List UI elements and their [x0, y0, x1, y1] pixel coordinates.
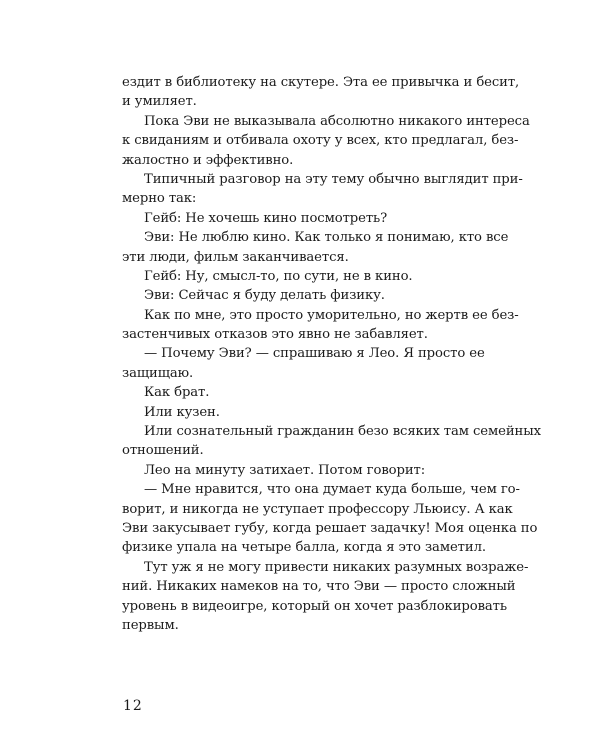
- page-number: 12: [123, 698, 143, 714]
- text-line: Эви: Не люблю кино. Как только я понимаю, кто все: [144, 230, 509, 246]
- text-line: ворит, и никогда не уступает профессору Льюису. А как: [122, 501, 513, 517]
- text-line: Как по мне, это просто уморительно, но жертв ее без-: [144, 307, 519, 323]
- text-line: Или сознательный гражданин безо всяких там семейных: [144, 424, 541, 440]
- text-line: и умиляет.: [122, 94, 197, 110]
- text-line: — Почему Эви? — спрашиваю я Лео. Я просто ее: [144, 346, 485, 362]
- text-line: Эви закусывает губу, когда решает задачку! Моя оценка по: [122, 520, 538, 536]
- text-line: Или кузен.: [144, 404, 220, 420]
- text-line: физике упала на четыре балла, когда я это заметил.: [122, 540, 486, 556]
- text-line: защищаю.: [122, 365, 194, 381]
- text-line: мерно так:: [122, 191, 197, 207]
- text-line: — Мне нравится, что она думает куда больше, чем го-: [144, 482, 520, 498]
- text-line: ний. Никаких намеков на то, что Эви — просто сложный: [122, 579, 516, 595]
- text-line: Типичный разговор на эту тему обычно выглядит при-: [144, 171, 523, 187]
- text-line: Тут уж я не могу привести никаких разумных возраже-: [144, 559, 529, 575]
- text-line: Как брат.: [144, 385, 210, 401]
- text-line: уровень в видеоигре, который он хочет разблокировать: [122, 598, 507, 614]
- text-line: к свиданиям и отбивала охоту у всех, кто предлагал, без-: [122, 133, 519, 149]
- text-line: Гейб: Ну, смысл-то, по сути, не в кино.: [144, 268, 413, 284]
- body-text: [122, 73, 541, 635]
- text-line: эти люди, фильм заканчивается.: [122, 249, 349, 265]
- text-line: жалостно и эффективно.: [122, 152, 294, 168]
- text-line: Лео на минуту затихает. Потом говорит:: [144, 462, 426, 478]
- text-line: Эви: Сейчас я буду делать физику.: [144, 288, 385, 304]
- text-line: отношений.: [122, 443, 204, 459]
- text-line: первым.: [122, 617, 179, 633]
- text-line: Гейб: Не хочешь кино посмотреть?: [144, 210, 388, 226]
- text-line: застенчивых отказов это явно не забавляет.: [122, 327, 428, 343]
- text-line: Пока Эви не выказывала абсолютно никакого интереса: [144, 113, 530, 129]
- text-line: ездит в библиотеку на скутере. Эта ее привычка и бесит,: [122, 75, 520, 90]
